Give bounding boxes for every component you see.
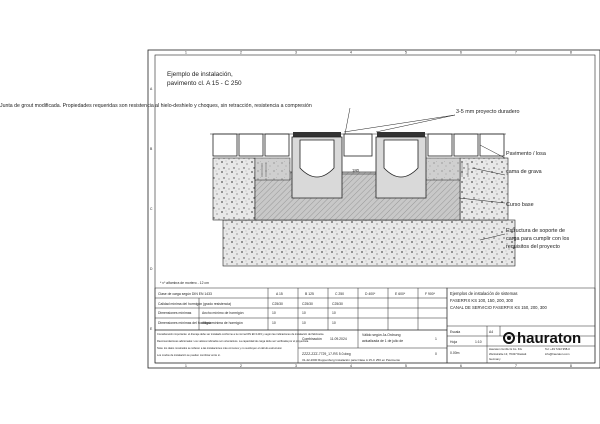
- row2-b125: 10: [302, 311, 306, 315]
- gravel-bed-left: [255, 158, 290, 180]
- row2-c250: 10: [332, 311, 336, 315]
- grout-note: Junta de grout modificada. Propiedades requeridas son resistencia al hielo-deshielo y choques, sin retracción, resistencia a compresión: [0, 103, 312, 109]
- paver-2: [239, 134, 263, 156]
- paver-3: [265, 134, 289, 156]
- frame-col-5: 5: [405, 50, 407, 55]
- row2-a15: 10: [272, 311, 276, 315]
- drawing-title-line1: Ejemplo de instalación,: [167, 71, 233, 78]
- row1-b125: C25/30: [302, 302, 313, 306]
- frame-col-5-bottom: 5: [405, 364, 407, 368]
- support-structure: [223, 220, 515, 266]
- mid-value: 11.09.2024: [330, 337, 347, 341]
- gravel-bed-right: [425, 158, 460, 180]
- note-4: Los modos de instalación se pueden combinar entre sí.: [157, 354, 221, 357]
- row1-a15: C25/30: [272, 302, 283, 306]
- frame-col-1-bottom: 1: [185, 364, 187, 368]
- frame-col-6: 6: [460, 50, 462, 55]
- mid-right-1: Válido según Ja-Ordnung: [362, 333, 401, 337]
- row3-b125: 10: [302, 321, 306, 325]
- callout-base: Curso base: [506, 202, 534, 208]
- row1-c250: C25/30: [332, 302, 343, 306]
- row3-c250: 10: [332, 321, 336, 325]
- spec-header-label: Clase de carga según DIN EN 1433: [158, 292, 212, 296]
- product-line-1: Ejemplos de instalación de sistemas: [450, 291, 518, 296]
- paver-5: [454, 134, 478, 156]
- num-b: 0: [435, 352, 437, 356]
- file-path: ZZZZ-ZZZ-7729_17-RS 5.0.dwg: [302, 352, 351, 356]
- class-a15: A 15: [276, 292, 283, 296]
- frame-row-a: A: [150, 87, 153, 91]
- hauraton-logo: [504, 330, 581, 347]
- paver-1: [213, 134, 237, 156]
- frame-row-c: C: [150, 207, 153, 211]
- sheet-value: 1:10: [475, 340, 482, 344]
- frame-col-4-bottom: 4: [350, 364, 352, 368]
- file-description: 31-42-2000 Ruppenburg Instalación para Clase A 15-C 250 en Pavimento: [302, 358, 401, 362]
- frame-col-7-bottom: 7: [515, 364, 517, 368]
- company-5: info@hauraton.com: [545, 352, 570, 356]
- class-f900: F 900*: [425, 292, 435, 296]
- class-b125: B 125: [305, 292, 314, 296]
- left-bedding: [213, 158, 255, 220]
- company-4: Tel: +49 7222 958-0: [545, 347, 570, 351]
- row3-label: Dimensiones mínimas del hormigón: [158, 321, 212, 325]
- channel-right: [376, 132, 426, 198]
- dimension-180: 180: [352, 168, 359, 173]
- company-3: Germany: [489, 357, 501, 361]
- right-bedding: [460, 158, 508, 220]
- frame-col-6-bottom: 6: [460, 364, 462, 368]
- frame-col-3-bottom: 3: [295, 364, 297, 368]
- class-e600: E 600*: [395, 292, 406, 296]
- frame-col-4: 4: [350, 50, 352, 55]
- product-line-2: FASERFIX KS 100, 150, 200, 300: [450, 298, 514, 303]
- frame-col-3: 3: [295, 50, 297, 55]
- class-c250: C 250: [335, 292, 345, 296]
- mid-left: Combinación: [302, 337, 322, 341]
- frame-row-e: E: [150, 327, 153, 331]
- frame-col-2: 2: [240, 50, 242, 55]
- frame-col-8: 8: [570, 50, 572, 55]
- frame-col-8-bottom: 8: [570, 364, 572, 368]
- company-1: Hauraton GmbH & Co. KG: [489, 347, 522, 351]
- logo-text: hauraton: [517, 330, 582, 347]
- company-2: Werkstraße 13, 76437 Rastatt: [489, 352, 527, 356]
- note-1: Consideración importante: el drenaje debe ser instalado conforme a la norma DIN EN 1433 y según las indicaciones de instalación del fabricante.: [157, 333, 325, 336]
- scale-value: A4: [489, 330, 494, 334]
- frame-row-d: D: [150, 267, 153, 271]
- ref-1: 0.00m: [450, 351, 460, 355]
- frame-row-letters: [150, 87, 153, 331]
- row2-label: Dimensiones mínimas: [158, 311, 192, 315]
- row2-sub: Ancho mínimo de hormigón: [202, 311, 244, 315]
- sheet-label: Hoja: [450, 340, 457, 344]
- frame-col-7: 7: [515, 50, 517, 55]
- paver-4: [428, 134, 452, 156]
- row3-a15: 10: [272, 321, 276, 325]
- callout-support-1: Estructura de soporte de: [506, 228, 566, 234]
- num-a: 1: [435, 337, 437, 341]
- frame-col-1: 1: [185, 50, 187, 55]
- callout-support-2: carga para cumplir con los: [506, 236, 570, 242]
- callout-gravel-bed: cama de grava: [506, 169, 542, 175]
- note-3: Nota: los datos mostrados se refieren a las instalaciones más comunes y no sustituyen el cálculo estructural.: [157, 347, 282, 350]
- row3-sub: Altura mínima de hormigón: [202, 321, 243, 325]
- note-2: Recomendaciones adicionales: Los valores indicados son orientativos. La capacidad de carga debe ser verificada por el proyectista.: [157, 340, 309, 343]
- scale-label: Escala: [450, 330, 461, 334]
- channel-left: [292, 132, 342, 198]
- row1-label: Calidad mínima del hormigón (grado resistencia): [158, 302, 232, 306]
- frame-row-b: B: [150, 147, 153, 151]
- product-line-3: CANAL DE SERVICIO FASERFIX KS 150, 200, 300: [450, 305, 547, 310]
- callout-support-3: requisitos del proyecto: [506, 244, 560, 250]
- paver-middle: [344, 134, 372, 156]
- footnote: * vº alfombra de mortero - 12 cm: [160, 281, 209, 285]
- callout-paving: Pavimento / losa: [506, 151, 546, 157]
- class-d400: D 400*: [365, 292, 376, 296]
- drawing-title-line2: pavimento cl. A 15 - C 250: [167, 80, 242, 87]
- grate-left: [293, 132, 341, 137]
- callout-gap: 3-5 mm proyecto duradero: [456, 109, 520, 115]
- paver-6: [480, 134, 504, 156]
- mid-right-2: actualizada de 1 de julio de: [362, 339, 404, 343]
- grate-right: [377, 132, 425, 137]
- frame-col-2-bottom: 2: [240, 364, 242, 368]
